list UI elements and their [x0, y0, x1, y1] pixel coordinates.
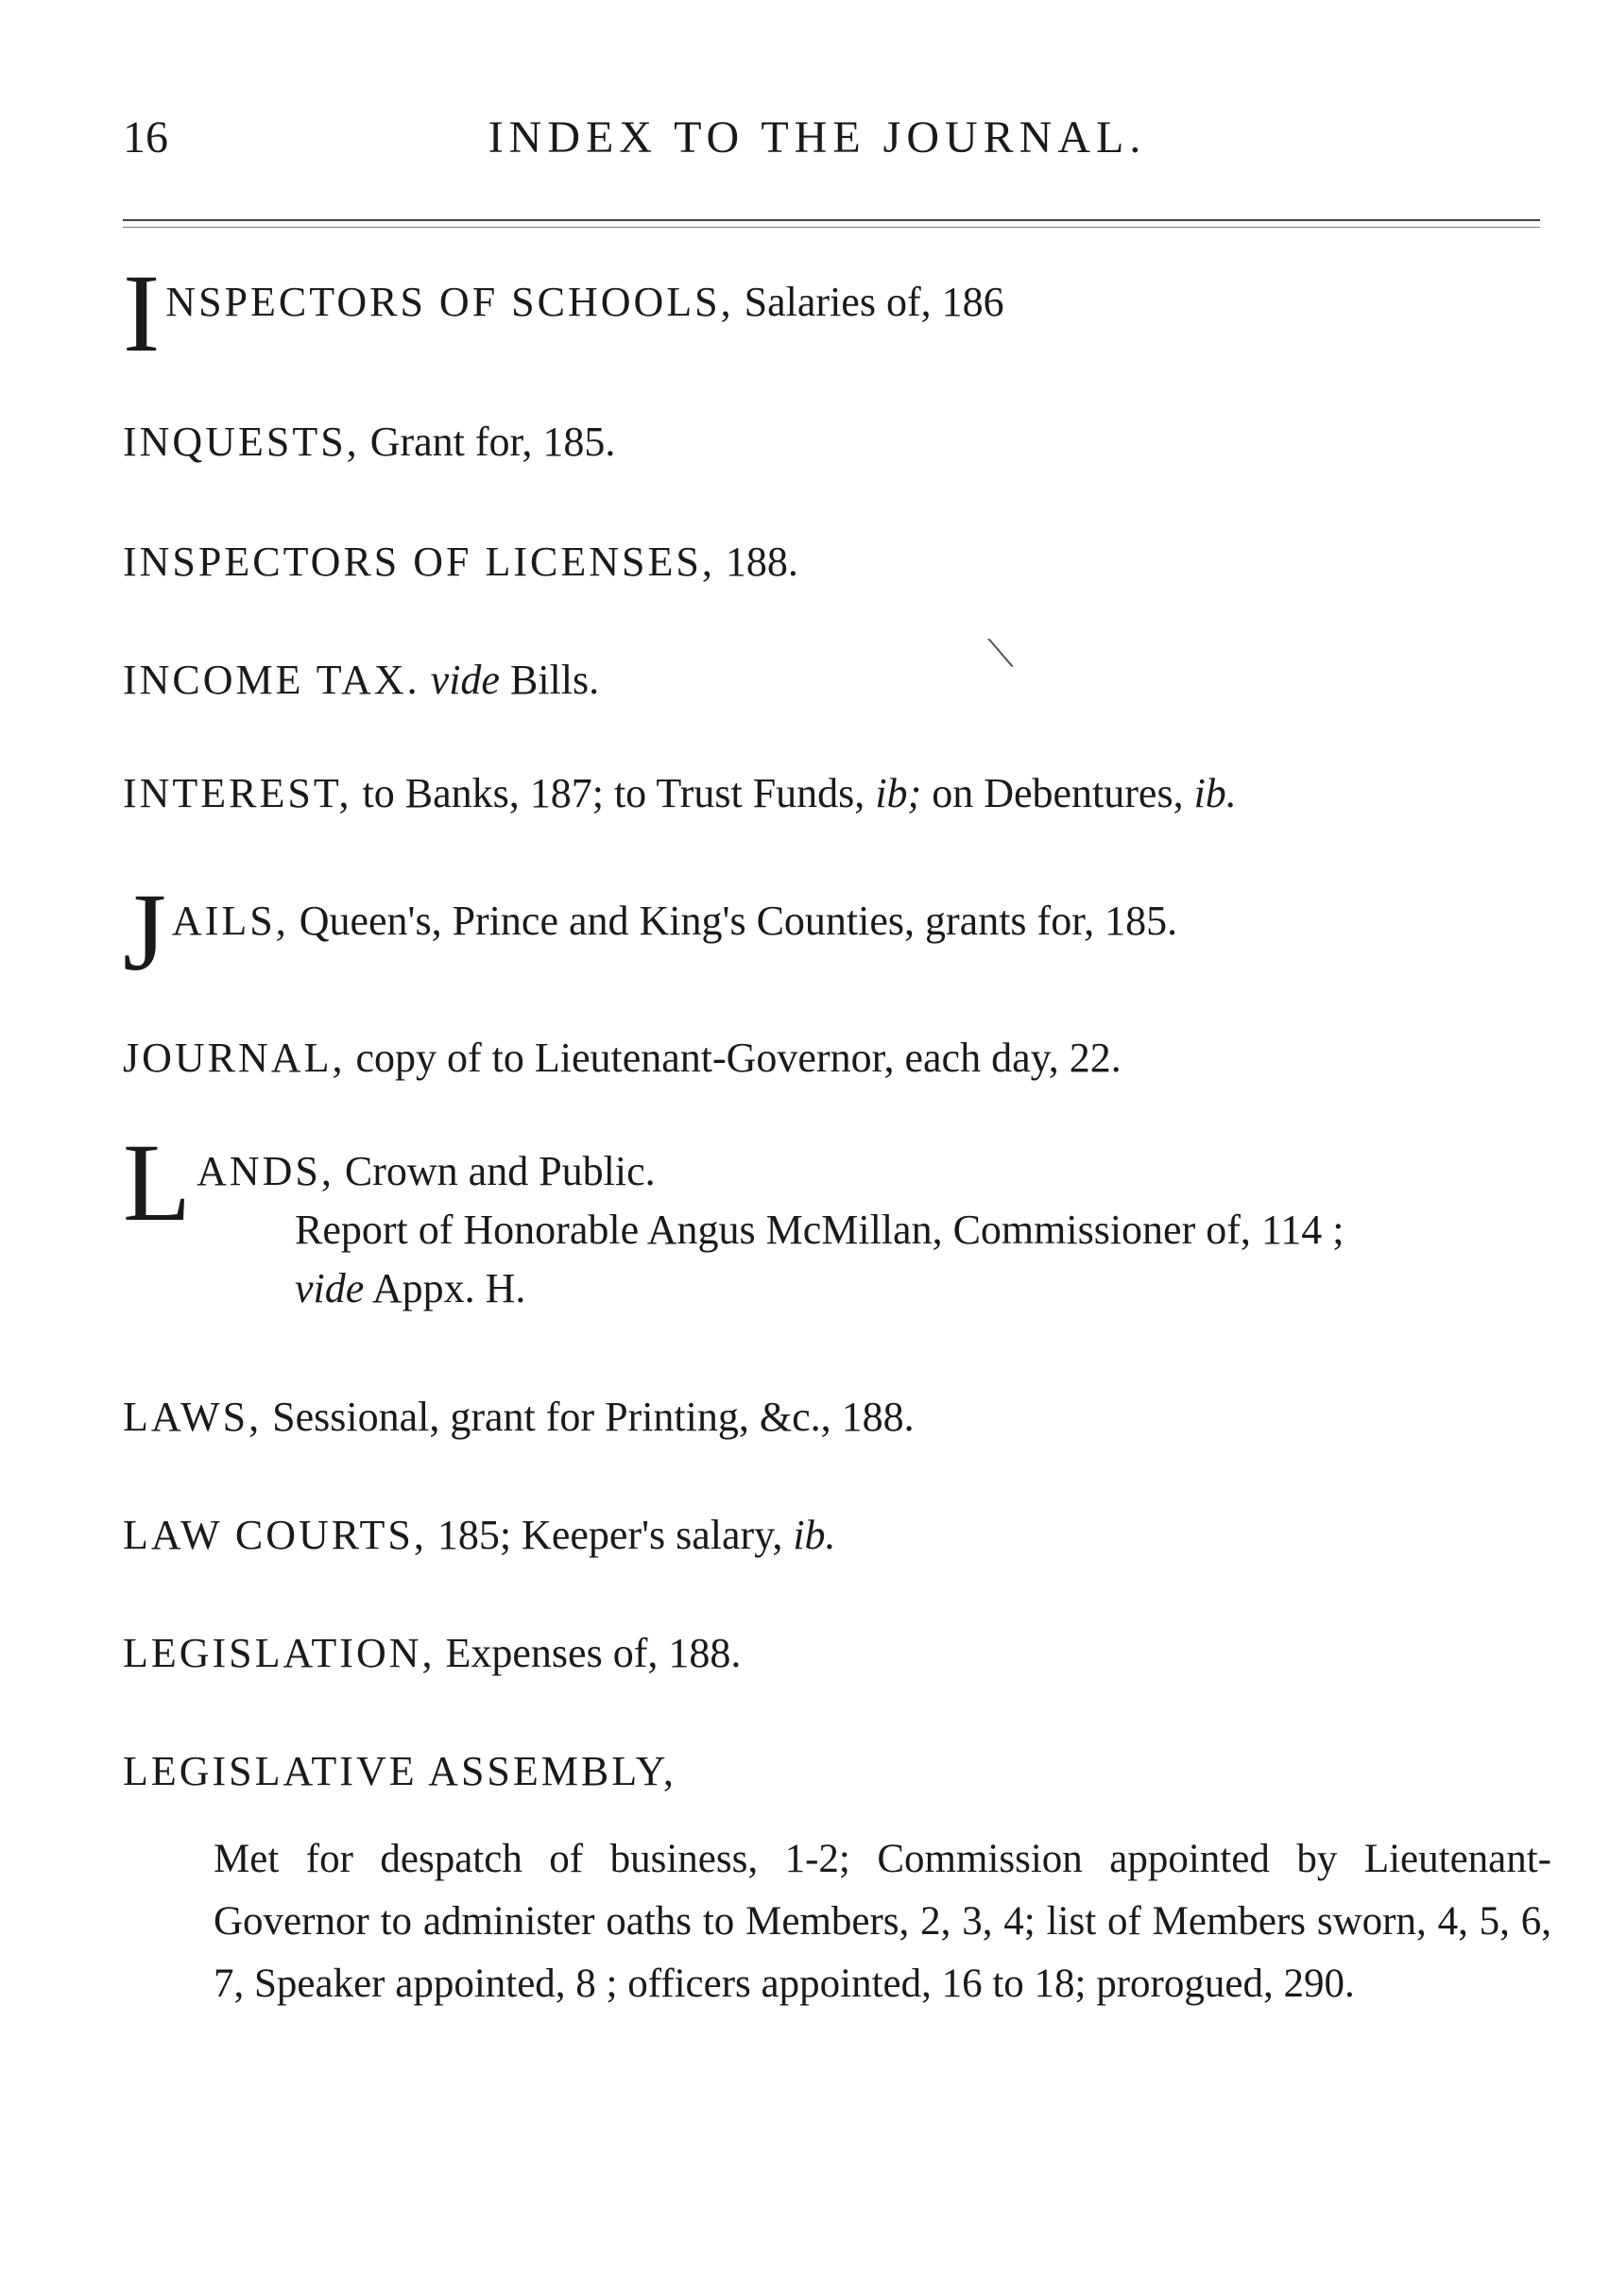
index-entry-inquests [123, 414, 1540, 471]
entry-text: 188. [714, 539, 798, 585]
entry-text: Grant for, 185. [359, 419, 616, 465]
index-entry-income-tax [123, 652, 1540, 709]
entry-text: copy of to Lieutenant-Governor, each day, 22. [345, 1035, 1122, 1081]
index-entry-jails [123, 870, 1540, 994]
entry-heading: LEGISLATION, [123, 1630, 436, 1676]
index-entry-inspectors-of-licenses [123, 534, 1540, 591]
lands-vide-line [295, 1260, 1551, 1317]
header-rule [123, 219, 1540, 221]
running-title: INDEX TO THE JOURNAL. [488, 112, 1147, 163]
entry-heading: LAW COURTS, [123, 1512, 427, 1558]
entry-text: Bills. [499, 657, 600, 703]
entry-text: Crown and Public. [334, 1148, 656, 1194]
index-entry-legislative-assembly [123, 1743, 1540, 1800]
index-entry-law-courts [123, 1507, 1540, 1564]
entry-text: Sessional, grant for Printing, &c., 188. [262, 1394, 915, 1440]
entry-heading: JOURNAL, [123, 1035, 346, 1081]
lands-report-line: Report of Honorable Angus McMillan, Commissioner of, 114 ; [295, 1207, 1345, 1253]
entry-italic: vide [420, 657, 500, 703]
entry-text-2: on Debentures, [921, 770, 1184, 816]
entry-text: Appx. H. [364, 1265, 526, 1311]
entry-italic-2: ib. [1183, 770, 1237, 816]
entry-text: Expenses of, 188. [435, 1630, 742, 1676]
entry-heading: INTEREST, [123, 770, 352, 816]
entry-heading: LEGISLATIVE ASSEMBLY, [123, 1748, 677, 1794]
entry-heading: INQUESTS, [123, 419, 360, 465]
drop-cap: L [123, 1121, 192, 1244]
entry-heading: INSPECTORS OF LICENSES, [123, 539, 715, 585]
entry-heading: AILS, [171, 898, 289, 944]
drop-cap: I [123, 251, 161, 375]
ink-mark: ⟍ [987, 632, 1014, 675]
header-rule-thin [123, 227, 1540, 228]
entry-italic: vide [295, 1265, 365, 1311]
entry-heading: NSPECTORS OF SCHOOLS, [165, 279, 734, 325]
index-entry-journal [123, 1030, 1540, 1087]
legislative-assembly-paragraph: Met for despatch of business, 1-2; Commission appointed by Lieutenant-Governor to administer oaths to Members, 2, 3, 4; list of Members sworn, 4, 5, 6, 7, Speaker appointed, 8 ; officers appointed, 16 to 18; prorogued, 290. [214, 1837, 1551, 2006]
entry-text: Salaries of, 186 [733, 279, 1004, 325]
entry-heading: ANDS, [197, 1148, 334, 1194]
entry-heading: INCOME TAX. [123, 657, 420, 703]
entry-italic: ib. [782, 1512, 836, 1558]
index-entry-laws [123, 1389, 1540, 1446]
index-entry-legislation [123, 1625, 1540, 1682]
page-number: 16 [123, 112, 168, 163]
entry-text: 185; Keeper's salary, [426, 1512, 783, 1558]
index-entry-inspectors-of-schools [123, 251, 1540, 375]
entry-text: Queen's, Prince and King's Counties, grants for, 185. [288, 898, 1178, 944]
entry-text: to Banks, 187; to Trust Funds, [351, 770, 865, 816]
entry-italic: ib; [865, 770, 922, 816]
entry-heading: LAWS, [123, 1394, 263, 1440]
index-entry-interest [123, 765, 1540, 822]
drop-cap: J [123, 870, 166, 994]
page-header [123, 111, 1512, 178]
